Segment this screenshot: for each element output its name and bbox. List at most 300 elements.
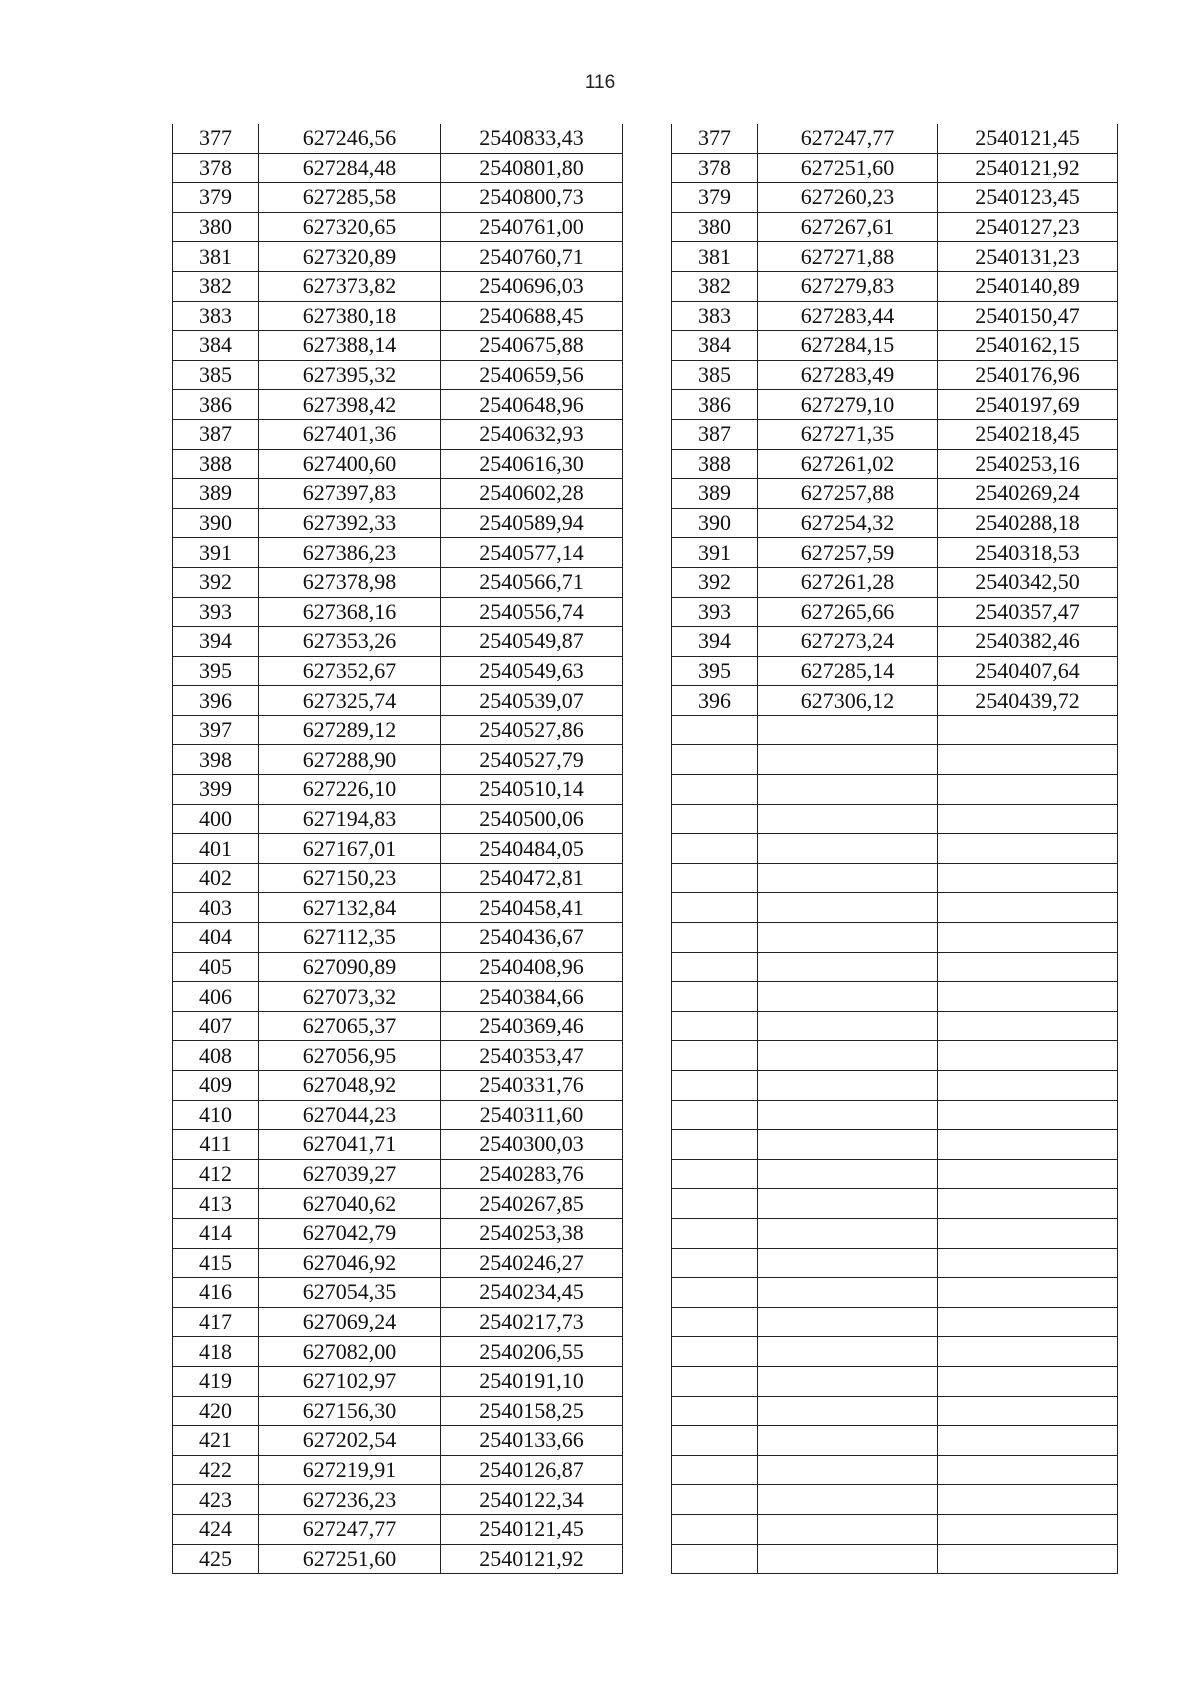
left-y-coordinate: 2540353,47	[441, 1041, 623, 1071]
column-gap	[623, 124, 672, 153]
table-row	[173, 893, 1118, 923]
left-point-number: 404	[173, 923, 259, 953]
column-gap	[623, 863, 672, 893]
left-y-coordinate: 2540527,86	[441, 715, 623, 745]
left-y-coordinate: 2540126,87	[441, 1455, 623, 1485]
left-x-coordinate: 627284,48	[259, 153, 441, 183]
left-y-coordinate: 2540675,88	[441, 331, 623, 361]
left-point-number: 416	[173, 1278, 259, 1308]
right-x-coordinate	[758, 923, 938, 953]
left-y-coordinate: 2540616,30	[441, 449, 623, 479]
right-x-coordinate	[758, 1100, 938, 1130]
column-gap	[623, 538, 672, 568]
right-y-coordinate	[938, 952, 1118, 982]
left-point-number: 414	[173, 1218, 259, 1248]
left-point-number: 398	[173, 745, 259, 775]
left-x-coordinate: 627156,30	[259, 1396, 441, 1426]
column-gap	[623, 952, 672, 982]
right-x-coordinate: 627279,83	[758, 271, 938, 301]
left-x-coordinate: 627353,26	[259, 627, 441, 657]
right-x-coordinate	[758, 1189, 938, 1219]
right-point-number: 395	[672, 656, 758, 686]
left-point-number: 425	[173, 1544, 259, 1574]
left-point-number: 395	[173, 656, 259, 686]
left-y-coordinate: 2540500,06	[441, 804, 623, 834]
left-point-number: 413	[173, 1189, 259, 1219]
right-x-coordinate	[758, 1366, 938, 1396]
column-gap	[623, 982, 672, 1012]
right-y-coordinate	[938, 715, 1118, 745]
left-point-number: 420	[173, 1396, 259, 1426]
table-row	[173, 597, 1118, 627]
left-point-number: 406	[173, 982, 259, 1012]
table-row	[173, 508, 1118, 538]
right-y-coordinate: 2540357,47	[938, 597, 1118, 627]
table-row	[173, 1485, 1118, 1515]
left-x-coordinate: 627226,10	[259, 775, 441, 805]
right-point-number	[672, 1514, 758, 1544]
column-gap	[623, 686, 672, 716]
right-x-coordinate	[758, 1248, 938, 1278]
table-row	[173, 242, 1118, 272]
table-row	[173, 449, 1118, 479]
right-y-coordinate: 2540407,64	[938, 656, 1118, 686]
right-point-number	[672, 1337, 758, 1367]
left-x-coordinate: 627398,42	[259, 390, 441, 420]
left-x-coordinate: 627320,65	[259, 212, 441, 242]
table-row	[173, 686, 1118, 716]
right-y-coordinate: 2540197,69	[938, 390, 1118, 420]
right-x-coordinate: 627261,28	[758, 567, 938, 597]
right-point-number	[672, 715, 758, 745]
right-point-number	[672, 1130, 758, 1160]
column-gap	[623, 656, 672, 686]
column-gap	[623, 804, 672, 834]
column-gap	[623, 331, 672, 361]
table-row	[173, 952, 1118, 982]
right-x-coordinate	[758, 1337, 938, 1367]
column-gap	[623, 923, 672, 953]
column-gap	[623, 1426, 672, 1456]
right-y-coordinate	[938, 1337, 1118, 1367]
table-row	[173, 834, 1118, 864]
right-point-number	[672, 1189, 758, 1219]
right-x-coordinate: 627254,32	[758, 508, 938, 538]
right-y-coordinate	[938, 1366, 1118, 1396]
left-point-number: 391	[173, 538, 259, 568]
right-x-coordinate: 627283,49	[758, 360, 938, 390]
left-x-coordinate: 627056,95	[259, 1041, 441, 1071]
column-gap	[623, 360, 672, 390]
right-x-coordinate	[758, 1485, 938, 1515]
right-point-number: 379	[672, 183, 758, 213]
left-y-coordinate: 2540158,25	[441, 1396, 623, 1426]
right-y-coordinate	[938, 1248, 1118, 1278]
left-point-number: 399	[173, 775, 259, 805]
right-point-number: 388	[672, 449, 758, 479]
left-point-number: 415	[173, 1248, 259, 1278]
column-gap	[623, 153, 672, 183]
left-y-coordinate: 2540436,67	[441, 923, 623, 953]
right-y-coordinate: 2540269,24	[938, 479, 1118, 509]
right-x-coordinate: 627267,61	[758, 212, 938, 242]
left-point-number: 390	[173, 508, 259, 538]
table-row	[173, 1337, 1118, 1367]
left-x-coordinate: 627132,84	[259, 893, 441, 923]
right-x-coordinate	[758, 863, 938, 893]
column-gap	[623, 1455, 672, 1485]
right-point-number	[672, 1159, 758, 1189]
right-point-number: 396	[672, 686, 758, 716]
table-row	[173, 745, 1118, 775]
right-x-coordinate	[758, 1071, 938, 1101]
right-y-coordinate	[938, 745, 1118, 775]
right-point-number	[672, 1455, 758, 1485]
right-point-number: 394	[672, 627, 758, 657]
right-point-number	[672, 1396, 758, 1426]
right-x-coordinate	[758, 1041, 938, 1071]
left-y-coordinate: 2540659,56	[441, 360, 623, 390]
left-point-number: 379	[173, 183, 259, 213]
right-point-number	[672, 1011, 758, 1041]
right-y-coordinate	[938, 863, 1118, 893]
right-point-number: 384	[672, 331, 758, 361]
left-x-coordinate: 627401,36	[259, 419, 441, 449]
right-y-coordinate	[938, 1278, 1118, 1308]
table-row	[173, 1189, 1118, 1219]
column-gap	[623, 1159, 672, 1189]
right-point-number	[672, 893, 758, 923]
right-point-number	[672, 863, 758, 893]
left-y-coordinate: 2540527,79	[441, 745, 623, 775]
right-y-coordinate	[938, 893, 1118, 923]
table-row	[173, 1159, 1118, 1189]
left-point-number: 417	[173, 1307, 259, 1337]
left-y-coordinate: 2540408,96	[441, 952, 623, 982]
table-row	[173, 863, 1118, 893]
left-point-number: 402	[173, 863, 259, 893]
table-row	[173, 627, 1118, 657]
left-x-coordinate: 627397,83	[259, 479, 441, 509]
left-x-coordinate: 627202,54	[259, 1426, 441, 1456]
column-gap	[623, 1544, 672, 1574]
right-y-coordinate	[938, 1041, 1118, 1071]
right-y-coordinate: 2540176,96	[938, 360, 1118, 390]
left-y-coordinate: 2540549,63	[441, 656, 623, 686]
column-gap	[623, 479, 672, 509]
left-y-coordinate: 2540566,71	[441, 567, 623, 597]
right-x-coordinate	[758, 1278, 938, 1308]
left-y-coordinate: 2540696,03	[441, 271, 623, 301]
right-point-number: 387	[672, 419, 758, 449]
table-row	[173, 1514, 1118, 1544]
column-gap	[623, 1514, 672, 1544]
left-point-number: 380	[173, 212, 259, 242]
right-point-number: 385	[672, 360, 758, 390]
left-point-number: 412	[173, 1159, 259, 1189]
left-x-coordinate: 627373,82	[259, 271, 441, 301]
table-row	[173, 271, 1118, 301]
left-x-coordinate: 627219,91	[259, 1455, 441, 1485]
left-x-coordinate: 627285,58	[259, 183, 441, 213]
right-y-coordinate	[938, 1130, 1118, 1160]
table-row	[173, 1100, 1118, 1130]
right-y-coordinate: 2540218,45	[938, 419, 1118, 449]
left-x-coordinate: 627236,23	[259, 1485, 441, 1515]
left-x-coordinate: 627044,23	[259, 1100, 441, 1130]
right-point-number: 380	[672, 212, 758, 242]
left-x-coordinate: 627040,62	[259, 1189, 441, 1219]
left-point-number: 421	[173, 1426, 259, 1456]
column-gap	[623, 419, 672, 449]
right-x-coordinate	[758, 1307, 938, 1337]
right-point-number	[672, 1485, 758, 1515]
right-point-number: 378	[672, 153, 758, 183]
right-point-number: 377	[672, 124, 758, 153]
left-x-coordinate: 627042,79	[259, 1218, 441, 1248]
table-row	[173, 538, 1118, 568]
left-point-number: 385	[173, 360, 259, 390]
right-x-coordinate	[758, 745, 938, 775]
table-row	[173, 656, 1118, 686]
table-row	[173, 212, 1118, 242]
right-x-coordinate: 627257,88	[758, 479, 938, 509]
table-row	[173, 360, 1118, 390]
left-point-number: 419	[173, 1366, 259, 1396]
left-point-number: 410	[173, 1100, 259, 1130]
column-gap	[623, 1218, 672, 1248]
table-row	[173, 183, 1118, 213]
right-y-coordinate	[938, 1159, 1118, 1189]
right-x-coordinate	[758, 775, 938, 805]
left-y-coordinate: 2540121,45	[441, 1514, 623, 1544]
right-y-coordinate: 2540121,45	[938, 124, 1118, 153]
column-gap	[623, 508, 672, 538]
table-row	[173, 804, 1118, 834]
left-x-coordinate: 627392,33	[259, 508, 441, 538]
left-x-coordinate: 627380,18	[259, 301, 441, 331]
left-x-coordinate: 627368,16	[259, 597, 441, 627]
right-y-coordinate: 2540288,18	[938, 508, 1118, 538]
table-row	[173, 124, 1118, 153]
left-x-coordinate: 627039,27	[259, 1159, 441, 1189]
table-row	[173, 1544, 1118, 1574]
left-y-coordinate: 2540121,92	[441, 1544, 623, 1574]
right-x-coordinate	[758, 1011, 938, 1041]
left-x-coordinate: 627388,14	[259, 331, 441, 361]
left-point-number: 418	[173, 1337, 259, 1367]
right-point-number	[672, 982, 758, 1012]
left-x-coordinate: 627167,01	[259, 834, 441, 864]
right-x-coordinate: 627279,10	[758, 390, 938, 420]
right-point-number: 382	[672, 271, 758, 301]
right-y-coordinate	[938, 1455, 1118, 1485]
right-x-coordinate	[758, 1130, 938, 1160]
right-x-coordinate	[758, 834, 938, 864]
left-x-coordinate: 627325,74	[259, 686, 441, 716]
left-point-number: 424	[173, 1514, 259, 1544]
right-x-coordinate: 627284,15	[758, 331, 938, 361]
coordinates-table	[172, 124, 1118, 1574]
right-x-coordinate: 627273,24	[758, 627, 938, 657]
table-row	[173, 982, 1118, 1012]
left-point-number: 386	[173, 390, 259, 420]
table-row	[173, 1426, 1118, 1456]
left-point-number: 394	[173, 627, 259, 657]
right-x-coordinate	[758, 715, 938, 745]
right-y-coordinate: 2540318,53	[938, 538, 1118, 568]
right-y-coordinate	[938, 1485, 1118, 1515]
right-y-coordinate	[938, 982, 1118, 1012]
right-x-coordinate	[758, 1514, 938, 1544]
left-x-coordinate: 627378,98	[259, 567, 441, 597]
column-gap	[623, 893, 672, 923]
right-point-number	[672, 1307, 758, 1337]
right-x-coordinate: 627247,77	[758, 124, 938, 153]
right-y-coordinate: 2540162,15	[938, 331, 1118, 361]
column-gap	[623, 775, 672, 805]
right-point-number	[672, 952, 758, 982]
right-y-coordinate	[938, 1218, 1118, 1248]
left-y-coordinate: 2540311,60	[441, 1100, 623, 1130]
column-gap	[623, 1337, 672, 1367]
right-y-coordinate: 2540253,16	[938, 449, 1118, 479]
left-x-coordinate: 627090,89	[259, 952, 441, 982]
right-point-number	[672, 775, 758, 805]
table-row	[173, 923, 1118, 953]
left-point-number: 393	[173, 597, 259, 627]
right-x-coordinate	[758, 893, 938, 923]
left-x-coordinate: 627041,71	[259, 1130, 441, 1160]
right-y-coordinate	[938, 834, 1118, 864]
right-point-number: 392	[672, 567, 758, 597]
left-y-coordinate: 2540331,76	[441, 1071, 623, 1101]
left-y-coordinate: 2540577,14	[441, 538, 623, 568]
table-row	[173, 1041, 1118, 1071]
left-x-coordinate: 627073,32	[259, 982, 441, 1012]
column-gap	[623, 1189, 672, 1219]
right-x-coordinate	[758, 1159, 938, 1189]
left-y-coordinate: 2540458,41	[441, 893, 623, 923]
column-gap	[623, 242, 672, 272]
right-x-coordinate	[758, 1455, 938, 1485]
table-row	[173, 390, 1118, 420]
table-row	[173, 1011, 1118, 1041]
column-gap	[623, 1100, 672, 1130]
left-point-number: 397	[173, 715, 259, 745]
table-row	[173, 153, 1118, 183]
table-row	[173, 1455, 1118, 1485]
right-point-number	[672, 804, 758, 834]
left-point-number: 388	[173, 449, 259, 479]
right-x-coordinate: 627260,23	[758, 183, 938, 213]
right-y-coordinate: 2540131,23	[938, 242, 1118, 272]
right-point-number	[672, 1366, 758, 1396]
left-y-coordinate: 2540217,73	[441, 1307, 623, 1337]
column-gap	[623, 834, 672, 864]
left-y-coordinate: 2540253,38	[441, 1218, 623, 1248]
right-point-number: 389	[672, 479, 758, 509]
table-row	[173, 567, 1118, 597]
column-gap	[623, 715, 672, 745]
table-row	[173, 301, 1118, 331]
left-y-coordinate: 2540602,28	[441, 479, 623, 509]
left-point-number: 423	[173, 1485, 259, 1515]
left-point-number: 407	[173, 1011, 259, 1041]
right-y-coordinate: 2540121,92	[938, 153, 1118, 183]
right-x-coordinate: 627265,66	[758, 597, 938, 627]
left-y-coordinate: 2540632,93	[441, 419, 623, 449]
right-point-number	[672, 1248, 758, 1278]
left-x-coordinate: 627082,00	[259, 1337, 441, 1367]
right-y-coordinate	[938, 1426, 1118, 1456]
left-y-coordinate: 2540472,81	[441, 863, 623, 893]
right-y-coordinate	[938, 1071, 1118, 1101]
left-y-coordinate: 2540539,07	[441, 686, 623, 716]
right-y-coordinate	[938, 1307, 1118, 1337]
right-y-coordinate	[938, 1514, 1118, 1544]
column-gap	[623, 1041, 672, 1071]
left-y-coordinate: 2540206,55	[441, 1337, 623, 1367]
left-x-coordinate: 627289,12	[259, 715, 441, 745]
left-y-coordinate: 2540191,10	[441, 1366, 623, 1396]
right-y-coordinate: 2540439,72	[938, 686, 1118, 716]
page-number: 116	[584, 72, 616, 93]
column-gap	[623, 271, 672, 301]
right-y-coordinate: 2540342,50	[938, 567, 1118, 597]
column-gap	[623, 301, 672, 331]
left-y-coordinate: 2540688,45	[441, 301, 623, 331]
left-point-number: 387	[173, 419, 259, 449]
right-y-coordinate	[938, 923, 1118, 953]
right-point-number	[672, 1100, 758, 1130]
right-point-number: 391	[672, 538, 758, 568]
left-point-number: 377	[173, 124, 259, 153]
table-row	[173, 331, 1118, 361]
right-point-number	[672, 1544, 758, 1574]
right-point-number	[672, 1071, 758, 1101]
left-x-coordinate: 627150,23	[259, 863, 441, 893]
table-row	[173, 1278, 1118, 1308]
table-row	[173, 1130, 1118, 1160]
left-point-number: 383	[173, 301, 259, 331]
right-point-number	[672, 1426, 758, 1456]
left-y-coordinate: 2540484,05	[441, 834, 623, 864]
table-row	[173, 1248, 1118, 1278]
right-y-coordinate	[938, 1189, 1118, 1219]
left-point-number: 384	[173, 331, 259, 361]
right-y-coordinate	[938, 1100, 1118, 1130]
left-x-coordinate: 627246,56	[259, 124, 441, 153]
column-gap	[623, 1130, 672, 1160]
right-y-coordinate: 2540127,23	[938, 212, 1118, 242]
right-point-number: 390	[672, 508, 758, 538]
column-gap	[623, 390, 672, 420]
column-gap	[623, 1307, 672, 1337]
column-gap	[623, 597, 672, 627]
table-row	[173, 1218, 1118, 1248]
left-x-coordinate: 627320,89	[259, 242, 441, 272]
left-y-coordinate: 2540801,80	[441, 153, 623, 183]
table-row	[173, 1366, 1118, 1396]
right-x-coordinate	[758, 1396, 938, 1426]
table-row	[173, 715, 1118, 745]
left-point-number: 401	[173, 834, 259, 864]
right-y-coordinate	[938, 1011, 1118, 1041]
right-y-coordinate: 2540150,47	[938, 301, 1118, 331]
right-x-coordinate: 627251,60	[758, 153, 938, 183]
left-y-coordinate: 2540589,94	[441, 508, 623, 538]
